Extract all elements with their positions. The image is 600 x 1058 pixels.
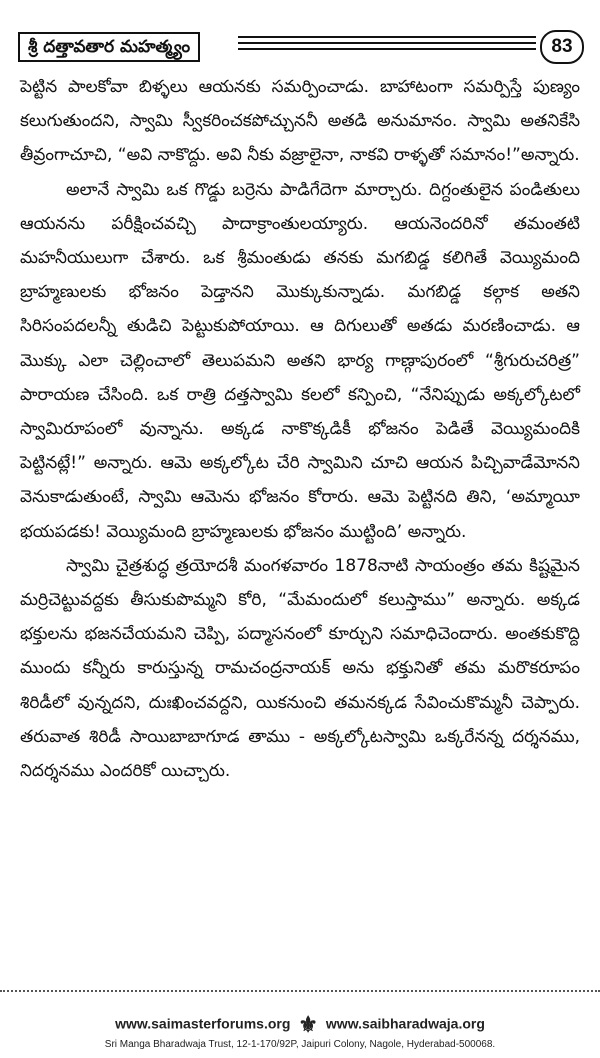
fleur-de-lis-icon: ⚜ [298,1012,319,1037]
footer-divider [0,990,600,992]
book-title: శ్రీ దత్తావతార మహత్మ్యం [18,32,200,62]
page-number: 83 [540,30,584,64]
body-text [20,70,580,788]
footer-address: Sri Manga Bharadwaja Trust, 12-1-170/92P, Jaipuri Colony, Nagole, Hyderabad-500068. [104,1039,496,1050]
paragraph-2: అలానే స్వామి ఒక గొడ్డు బర్రెను పాడిగేదెగా మార్చారు. దిగ్దంతులైన పండితులు ఆయనను పరీక్షించవచ్చి పాదాక్రాంతులయ్యారు. ఆయనెందరినో తమంతటి మహనీయులుగా చేశారు. ఒక శ్రీమంతుడు తనకు మగబిడ్డ కలిగితే వెయ్యిమంది బ్రాహ్మణులకు భోజనం పెడ్తానని మొక్కుకున్నాడు. మగబిడ్డ కల్గాక అతని సిరిసంపదలన్నీ తుడిచి పెట్టుకుపోయాయి. ఆ దిగులుతో అతడు మరణించాడు. ఆ మొక్కు ఎలా చెల్లించాలో తెలుపమని అతని భార్య గాణ్గాపురంలో “శ్రీగురుచరిత్ర” పారాయణ చేసింది. ఒక రాత్రి దత్తస్వామి కలలో కన్పించి, “నేనిప్పుడు అక్కల్కోటలో స్వామిరూపంలో వున్నాను. అక్కడ నాకొక్కడికీ భోజనం పెడితే వెయ్యిమందికి పెట్టినట్లే!” అన్నారు. ఆమె అక్కల్కోట చేరి స్వామిని చూచి ఆయన పిచ్చివాడేమోనని వెనుకాడుతుంటే, స్వామి ఆమెను భోజనం కోరారు. ఆమె పెట్టినది తిని, ‘అమ్మాయీ భయపడకు! వెయ్యిమంది బ్రాహ్మణులకు భోజనం ముట్టింది’ అన్నారు. [20,179,580,542]
page-header [18,30,584,64]
paragraph-3: స్వామి చైత్రశుద్ధ త్రయోదశీ మంగళవారం 1878నాటి సాయంత్రం తమ కిష్టమైన మర్రిచెట్టువద్దకు తీసుకుపొమ్మని కోరి, “మేమందులో కలుస్తాము” అన్నారు. అక్కడ భక్తులను భజనచేయమని చెప్పి, పద్మాసనంలో కూర్చుని సమాధిచెందారు. అంతకుకొద్ది ముందు కన్నీరు కారుస్తున్న రామచంద్రనాయక్ అను భక్తునితో తమ మరొకరూపం శిరిడీలో వున్నదని, దుఃఖించవద్దని, యికనుంచి తమనక్కడ సేవించుకొమ్మనీ చెప్పారు. తరువాత శిరిడీ సాయిబాబాగూడ తాము - అక్కల్కోటస్వామి ఒక్కరేనన్న దర్శనము, నిదర్శనము ఎందరికో యిచ్చారు. [20,555,580,782]
footer-site-right: www.saibharadwaja.org [325,1015,485,1032]
paragraph-1: పెట్టిన పాలకోవా బిళ్ళలు ఆయనకు సమర్పించాడు. బాహాటంగా సమర్పిస్తే పుణ్యం కలుగుతుందని, స్వామి స్వీకరించకపోచ్చుననీ అతడి అనుమానం. స్వామి అతనికేసి తీవ్రంగాచూచి, “అవి నాకొద్దు. అవి నీకు వజ్రాలైనా, నాకవి రాళ్ళతో సమానం!”అన్నారు. [20,77,580,166]
header-rules [238,36,536,56]
page-footer [0,1012,600,1050]
footer-site-left: www.saimasterforums.org [115,1015,291,1032]
